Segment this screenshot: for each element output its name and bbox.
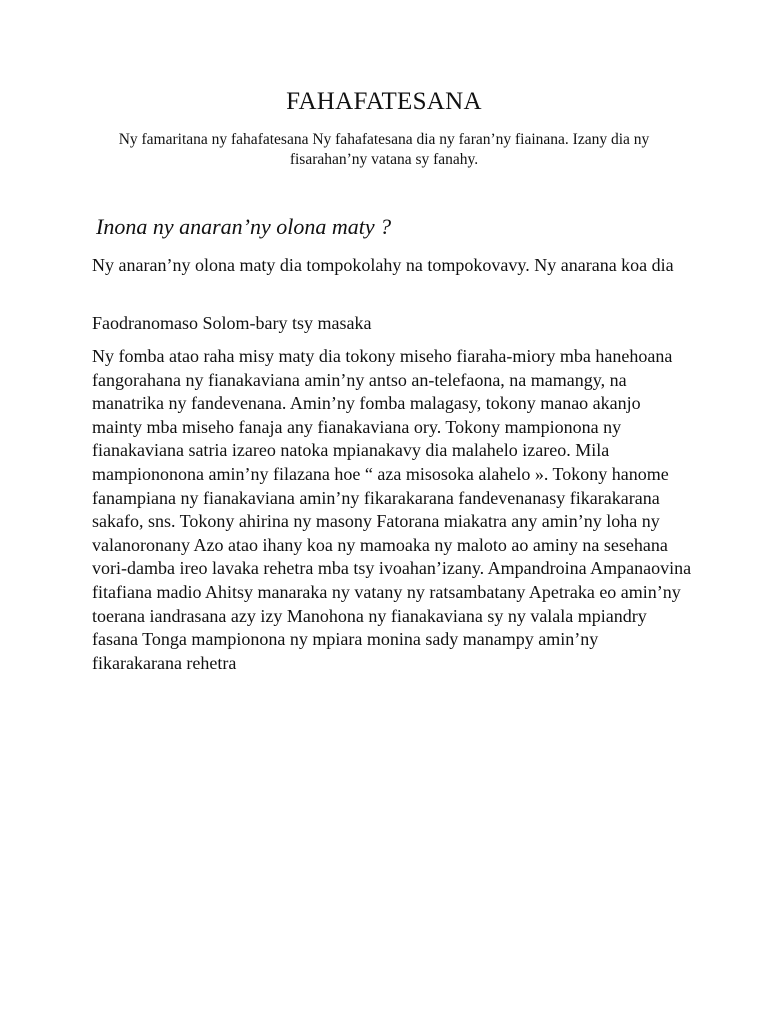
intro-paragraph: Ny famaritana ny fahafatesana Ny fahafatesana dia ny faran’ny fiainana. Izany dia ny fisarahan’ny vatana sy fanahy. <box>118 131 650 168</box>
body-paragraph-3: Ny fomba atao raha misy maty dia tokony miseho fiaraha-miory mba hanehoana fangorahana ny fianakaviana amin’ny antso an-telefaona, na mamangy, na manatrika ny fandevenana. Amin’ny fomba malagasy, tokony manao akanjo mainty mba miseho fanaja any fianakaviana ory. Tokony mampionona ny fianakaviana satria izareo natoka mpianakavy dia malahelo izareo. Mila mampiononona amin’ny filazana hoe “ aza misosoka alahelo ». Tokony hanome fanampiana ny fianakaviana amin’ny fikarakarana fandevenanasy fikarakarana sakafo, sns. Tokony ahirina ny masony Fatorana miakatra any amin’ny loha ny valanoronany Azo atao ihany koa ny mamoaka ny maloto ao aminy na sesehana vori-damba ireo lavaka rehetra mba tsy ivoahan’izany. Ampandroina Ampanaovina fitafiana madio Ahitsy manaraka ny vatany ny ratsambatany Apetraka eo amin’ny toerana iandrasana azy izy Manohona ny fianakaviana sy ny valala mpiandry fasana Tonga mampionona ny mpiara monina sady manampy amin’ny fikarakarana rehetra <box>92 346 692 673</box>
body-paragraph-1: Ny anaran’ny olona maty dia tompokolahy na tompokovavy. Ny anarana koa dia <box>92 255 674 275</box>
body-paragraph-2: Faodranomaso Solom-bary tsy masaka <box>92 313 372 333</box>
document-title: FAHAFATESANA <box>286 88 482 115</box>
section-heading: Inona ny anaran’ny olona maty ? <box>96 214 392 239</box>
